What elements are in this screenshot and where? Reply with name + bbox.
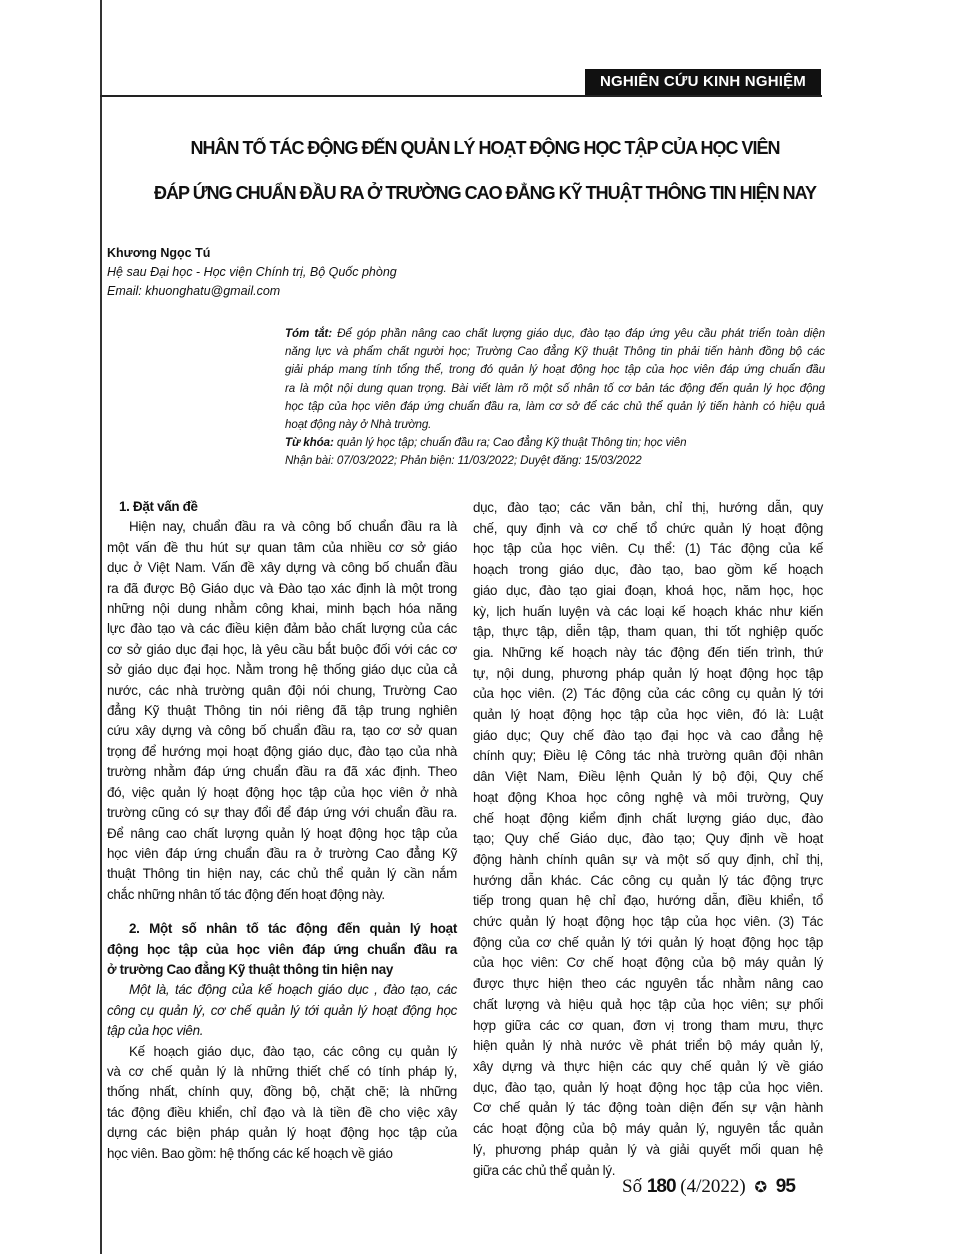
text-line: của học viên. (2) Tác động của các công cụ quản lý tới xyxy=(473,686,823,702)
text-line: trọng để hướng mọi hoạt động giáo dục, đào tạo của nhà xyxy=(107,743,457,759)
text-line: Hiện nay, chuẩn đầu ra và công bố chuẩn đầu ra là xyxy=(129,519,457,535)
abstract xyxy=(285,325,825,471)
text-line: năng lực và phẩm chất người học; Trường Cao đẳng Kỹ thuật Thông tin phải tiến hành đồng bộ các xyxy=(285,345,825,359)
text-line: xây dựng và thực hiện các quy chế quản lý về giáo xyxy=(473,1058,823,1074)
keywords-text: quản lý học tập; chuẩn đầu ra; Cao đẳng Kỹ thuật Thông tin; học viên xyxy=(333,436,687,450)
issue-prefix: Số xyxy=(622,1176,643,1197)
text-line: chính quy; Điều lệ Công tác nhà trường quân đội nhân xyxy=(473,748,823,764)
text-line: quản lý hoạt động học tập của học viên, đó là: Luật xyxy=(473,707,823,723)
author-name: Khương Ngọc Tú xyxy=(107,246,211,260)
text-line: những nội dung nhằm công khai, minh bạch hóa năng xyxy=(107,601,457,617)
text-line: hoạt động Khoa học công nghệ và môi trường, Quy xyxy=(473,789,823,805)
text-line: chức quản lý hoạt động học tập của học viên. (3) Tác xyxy=(473,914,823,930)
issue-number: 180 xyxy=(646,1176,676,1197)
text-line: chế hoạt động kiểm định chất lượng giáo dục, đào xyxy=(473,810,823,826)
page-number: 95 xyxy=(775,1176,795,1197)
issue-date: (4/2022) xyxy=(680,1176,746,1197)
text-line: giáo dục; Quy chế đào tạo đại học và cao đẳng hệ xyxy=(473,727,823,743)
text-line: ra là một nội dung quan trọng. Bài viết làm rõ một số nhân tố cơ bản tác động đến quản lý học động xyxy=(285,381,825,395)
text-line: của học viên: Cơ chế hoạt động của bộ máy quản lý xyxy=(473,955,823,971)
text-line: các hoạt động của bộ máy quản lý, nguyên tắc quản xyxy=(473,1121,823,1137)
text-line: dục, đào tạo; các văn bản, chỉ thị, hướng dẫn, quy xyxy=(473,500,823,515)
text-line: hướng dẫn khác. Các công cụ quản lý tác động trực xyxy=(473,872,823,888)
text-line: hoạt động này ở Nhà trường. xyxy=(285,418,432,432)
text-line: học viên đáp ứng chuẩn đầu ra ở trường Cao đẳng Kỹ xyxy=(107,845,457,861)
text-line: công cụ quản lý, cơ chế quản lý tới quản lý hoạt động học xyxy=(107,1002,457,1018)
text-line: tập, thực tập, diễn tập, tham quan, thi tốt nghiệp quốc xyxy=(473,624,823,640)
text-line: thống nhất, chính quy, đồng bộ, chặt chẽ; là những xyxy=(107,1084,457,1100)
author-email: Email: khuonghatu@gmail.com xyxy=(107,284,281,298)
article-title-line-1 xyxy=(100,133,870,163)
paragraph xyxy=(107,517,457,905)
text-line: chắc những nhân tố tác động đến hoạt động này. xyxy=(107,886,385,902)
text-line: và cơ chế quản lý là những thiết chế có tính pháp lý, xyxy=(107,1063,457,1079)
text-line: lý, phương pháp quản lý và giải quyết mối quan hệ xyxy=(473,1141,823,1157)
paragraph xyxy=(473,498,823,1181)
text-line: chế, quy định và cơ chế tổ chức quản lý hoạt động xyxy=(473,520,823,536)
article-title-line-2 xyxy=(100,178,870,208)
left-column xyxy=(107,497,457,1164)
text-line: dục, đào tạo, quản lý hoạt động học tập của học viên. xyxy=(473,1079,823,1095)
text-line: đó, việc quản lý hoạt động học tập của học viên ở nhà xyxy=(107,784,457,800)
text-line: chất lượng và hiệu quả học tập của học viên; sự phối xyxy=(473,996,823,1012)
text-line: động học tập của học viên đáp ứng chuẩn đầu ra xyxy=(107,941,457,957)
right-column xyxy=(473,498,823,1181)
text-line: Cơ chế quản lý tác động toàn diện đến sự vận hành xyxy=(473,1100,823,1116)
abstract-text xyxy=(285,325,825,434)
author-block xyxy=(107,244,397,301)
abstract-label: Tóm tắt: xyxy=(285,327,332,340)
text-line: cứu xây dựng và công bố chuẩn đầu ra, tạo cơ sở quan xyxy=(107,723,457,739)
text-line: dục ở Việt Nam. Vấn đề xây dựng và công bố chuẩn đầu xyxy=(107,560,457,576)
keywords xyxy=(285,434,825,452)
text-line: được thực hiện theo các nguyên tắc nhằm nâng cao xyxy=(473,976,823,992)
text-line: học tập của học viên đáp ứng chuẩn đầu ra, làm cơ sở để các chủ thể quản lý tiến hành có hiệu quả xyxy=(285,399,825,413)
text-line: dân Việt Nam, Điều lệnh Quản lý bộ đội, Quy chế xyxy=(473,769,823,785)
text-line: hợp giữa các cơ quan, đơn vị trong tham mưu, thực xyxy=(473,1017,823,1033)
text-line: Tóm tắt: Để góp phần nâng cao chất lượng giáo dục, đào tạo đáp ứng yêu cầu phát triển toàn diện xyxy=(285,327,825,340)
title-text: NHÂN TỐ TÁC ĐỘNG ĐẾN QUẢN LÝ HOẠT ĐỘNG HỌC TẬP CỦA HỌC VIÊN xyxy=(190,138,780,158)
text-line: học tập của học viên. Cụ thể: (1) Tác động của kế xyxy=(473,541,823,557)
text-line: đẳng Kỹ thuật Thông tin nói riêng đã tập trung nghiên xyxy=(107,703,457,719)
text-line: dựng các biện pháp quản lý hoạt động học tập của xyxy=(107,1125,457,1141)
text-line: cơ sở giáo dục đại học, là yêu cầu bắt buộc đối với các cơ xyxy=(107,641,457,657)
italic-paragraph xyxy=(107,980,457,1041)
text-line: tiếp trong quan hệ chỉ đạo, hướng dẫn, điều khiển, tổ xyxy=(473,893,823,909)
page-footer xyxy=(622,1176,795,1198)
title-text: ĐÁP ỨNG CHUẨN ĐẦU RA Ở TRƯỜNG CAO ĐẲNG KỸ THUẬT THÔNG TIN HIỆN NAY xyxy=(154,183,816,203)
text-line: trường nhằm đáp ứng chuẩn đầu ra đã xác định. Theo xyxy=(107,764,457,780)
text-line: tạo; Quy chế Giáo dục, đào tạo; Quy định về hoạt xyxy=(473,831,823,847)
header-rule xyxy=(100,95,822,97)
text-line: hoạch trong giáo dục, đào tạo, bao gồm kế hoạch xyxy=(473,562,823,578)
article-dates: Nhận bài: 07/03/2022; Phản biện: 11/03/2022; Duyệt đăng: 15/03/2022 xyxy=(285,454,642,468)
text-line: thuật Thông tin hiện nay, các chủ thể quản lý cần nắm xyxy=(107,866,457,882)
star-bullet-icon: ✪ xyxy=(754,1180,768,1196)
text-line: 2. Một số nhân tố tác động đến quản lý hoạt xyxy=(129,921,457,937)
text-line: tự, nội dung, phương pháp quản lý hoạt động học tập xyxy=(473,665,823,681)
text-line: sở giáo dục đại học. Nằm trong hệ thống giáo dục của cả xyxy=(107,662,457,678)
text-line: tập của học viên. xyxy=(107,1023,204,1039)
text-line: một vấn đề thu hút sự quan tâm của nhiều cơ sở giáo xyxy=(107,539,457,555)
text-line: học viên. Bao gồm: hệ thống các kế hoạch về giáo xyxy=(107,1145,393,1161)
text-line: lực đào tạo và các điều kiện đảm bảo chất lượng của các xyxy=(107,621,457,637)
text-line: Kế hoạch giáo dục, đào tạo, các công cụ quản lý xyxy=(129,1043,457,1059)
text-line: ra đã được Bộ Giáo dục và Đào tạo xác định là một trong xyxy=(107,580,457,596)
paragraph xyxy=(107,1042,457,1164)
text-line: tác động điều khiển, chỉ đạo và là tiền đề cho việc xây xyxy=(107,1104,457,1120)
text-line: giữa các chủ thể quản lý. xyxy=(473,1162,616,1178)
text-line: trường cũng có sự thay đổi để đáp ứng với chuẩn đầu ra. xyxy=(107,805,457,821)
text-line: Một là, tác động của kế hoạch giáo dục , đào tạo, các xyxy=(129,982,457,998)
text-line: nước, các nhà trường quân đội nói chung, Trường Cao xyxy=(107,682,457,698)
keywords-label: Từ khóa: xyxy=(285,436,334,450)
text-line: hiện quản lý nhà nước về phát triển bộ máy quản lý, xyxy=(473,1038,823,1054)
text-line: kỳ, lịch huấn luyện và các loại kế hoạch khác như kiến xyxy=(473,603,823,619)
text-line: động hành chính quân sự và một số quy định, chỉ thị, xyxy=(473,851,823,867)
section-heading-2 xyxy=(107,919,457,980)
text-line: ở trường Cao đẳng Kỹ thuật thông tin hiện nay xyxy=(107,961,394,977)
text-line: giáo dục, đào tạo giai đoạn, khoá học, năm học, học xyxy=(473,582,823,598)
text-line: động của cơ chế quản lý tới quản lý hoạt động học tập xyxy=(473,934,823,950)
section-label: NGHIÊN CỨU KINH NGHIỆM xyxy=(585,69,821,95)
text-line: Để nâng cao chất lượng quản lý hoạt động học tập của xyxy=(107,825,457,841)
text-line: giải pháp mang tính tổng thể, trong đó quản lý hoạt động học tập của học viên đáp ứng chuẩn đầu xyxy=(285,363,825,377)
section-heading-1: 1. Đặt vấn đề xyxy=(119,499,198,514)
author-affiliation: Hệ sau Đại học - Học viện Chính trị, Bộ Quốc phòng xyxy=(107,265,397,279)
text-line: gia. Những kế hoạch này tác động đến tiến trình, thứ xyxy=(473,644,823,660)
